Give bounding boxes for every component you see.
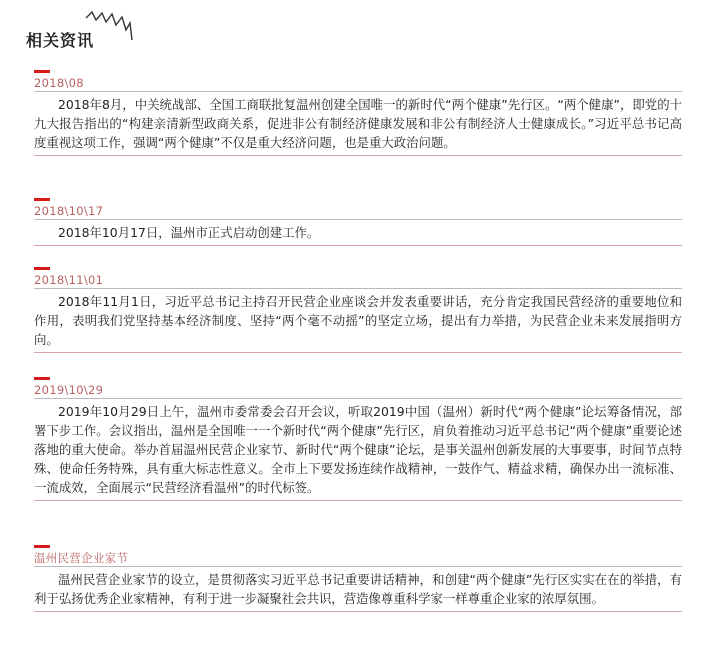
news-date: 2019\10\29: [34, 383, 104, 397]
news-item: [34, 377, 682, 501]
news-text: 2019年10月29日上午，温州市委常委会召开会议，听取2019中国（温州）新时代“两个健康”论坛筹备情况，部署下步工作。会议指出，温州是全国唯一一个新时代“两个健康”先行区，肩负着推动习近平总书记“两个健康”重要论述落地的重大使命。举办首届温州民营企业家节、新时代“两个健康”论坛，是事关温州创新发展的大事要事，时间节点特殊、使命任务特殊，具有重大标志性意义。全市上下要发扬连续作战精神，一鼓作气、精益求精，确保办出一流标准、一流成效，全面展示“民营经济看温州”的时代标签。: [34, 404, 682, 495]
news-date: 2018\10\17: [34, 204, 104, 218]
section-header: [26, 8, 166, 48]
news-date: 2018\11\01: [34, 273, 104, 287]
divider: [34, 245, 682, 246]
page-title: 相关资讯: [26, 31, 95, 50]
news-text: 2018年11月1日，习近平总书记主持召开民营企业座谈会并发表重要讲话，充分肯定我国民营经济的重要地位和作用，表明我们党坚持基本经济制度、坚持“两个毫不动摇”的坚定立场，提出有力举措，为民营企业未来发展指明方向。: [34, 294, 682, 347]
divider: [34, 611, 682, 612]
accent-bar: [34, 377, 50, 380]
divider: [34, 352, 682, 353]
accent-bar: [34, 70, 50, 73]
accent-bar: [34, 545, 50, 548]
news-text: 2018年8月，中关统战部、全国工商联批复温州创建全国唯一的新时代“两个健康”先行区。“两个健康”，即党的十九大报告指出的“构建亲清新型政商关系，促进非公有制经济健康发展和非公有制经济人士健康成长。”习近平总书记高度重视这项工作，强调“两个健康”不仅是重大经济问题，也是重大政治问题。: [34, 97, 682, 150]
news-date: 温州民营企业家节: [34, 551, 129, 565]
news-item: [34, 267, 682, 353]
news-item: [34, 198, 682, 246]
news-text: 2018年10月17日，温州市正式启动创建工作。: [58, 225, 320, 240]
news-date: 2018\08: [34, 76, 84, 90]
news-item: [34, 545, 682, 612]
accent-bar: [34, 198, 50, 201]
news-text: 温州民营企业家节的设立，是贯彻落实习近平总书记重要讲话精神，和创建“两个健康”先行区实实在在的举措，有利于弘扬优秀企业家精神，有利于进一步凝聚社会共识，营造像尊重科学家一样尊重企业家的浓厚氛围。: [34, 572, 682, 606]
divider: [34, 500, 682, 501]
accent-bar: [34, 267, 50, 270]
news-item: [34, 70, 682, 156]
divider: [34, 155, 682, 156]
